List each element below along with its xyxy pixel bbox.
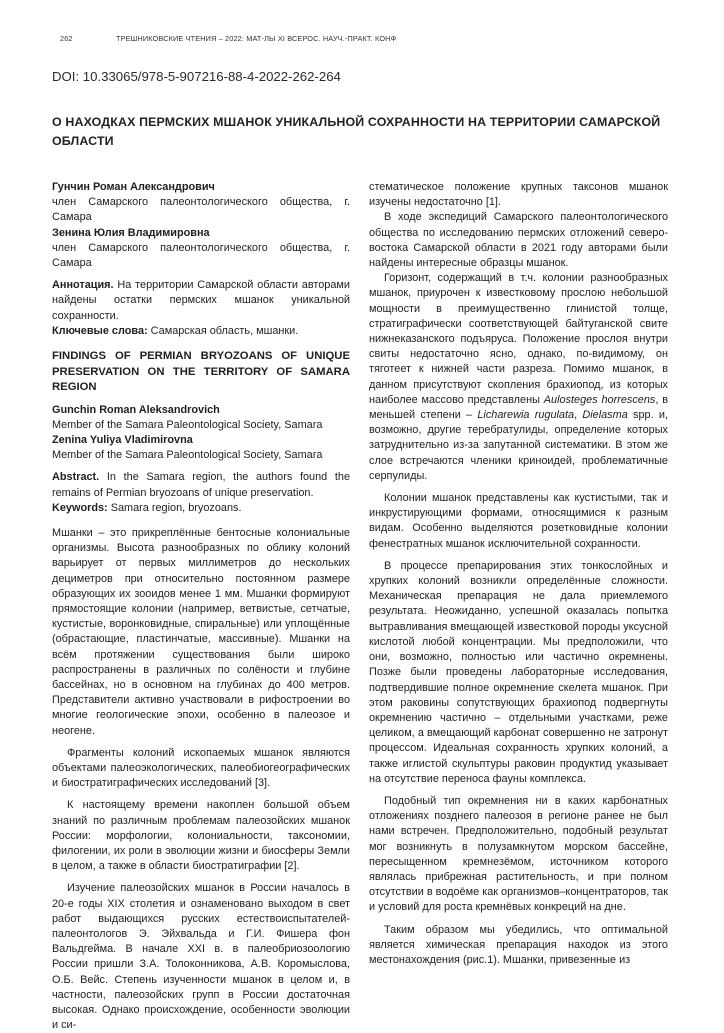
right-column bbox=[369, 180, 668, 968]
abstract-label-en: Abstract. bbox=[52, 471, 100, 484]
left-column bbox=[52, 180, 350, 1033]
author-affiliation: член Самарского палеонтологического общества, г. Самара bbox=[52, 241, 350, 270]
abstract-text: На территории Самарской области авторами найдены остатки пермских мшанок уникальной сохранности. bbox=[52, 279, 350, 322]
keywords-text-en: Samara region, bryozoans. bbox=[107, 501, 242, 514]
species-name: Aulosteges horrescens bbox=[543, 393, 656, 406]
page-number: 262 bbox=[60, 34, 73, 43]
keywords-label-en: Keywords: bbox=[52, 501, 108, 514]
author-name: Зенина Юлия Владимировна bbox=[52, 226, 210, 239]
body-paragraph: Фрагменты колоний ископаемых мшанок являются объектами палеоэкологических, палеобиогеографических и биостратиграфических исследований [3]. bbox=[52, 746, 350, 790]
running-header bbox=[60, 34, 664, 43]
abstract-ru bbox=[52, 278, 350, 324]
keywords-text: Самарская область, мшанки. bbox=[147, 324, 299, 337]
body-paragraph: стематическое положение крупных таксонов мшанок изучены недостаточно [1]. bbox=[369, 181, 668, 209]
abstract-en bbox=[52, 470, 350, 500]
abstract-text-en: In the Samara region, the authors found the remains of Permian bryozoans of unique preservation. bbox=[52, 471, 350, 499]
keywords-en bbox=[52, 501, 350, 516]
text-run: spp. и, возможно, другие теребратулиды, определение которых затруднительно из-за запутанной систематики. В этом же слое встречаются членики криноидей, проблематичные серпулиды. bbox=[369, 409, 668, 482]
author-name: Гунчин Роман Александрович bbox=[52, 181, 215, 193]
body-paragraph: К настоящему времени накоплен большой объем знаний по различным проблемам палеозойских мшанок России: морфологии, колониальности, таксономии, филогении, их роли в эволюции жизни и биосферы Земли в целом, а также в области биостратиграфии [2]. bbox=[52, 799, 350, 873]
keywords-ru bbox=[52, 324, 350, 339]
keywords-label: Ключевые слова: bbox=[52, 324, 148, 337]
author-name-en: Zenina Yuliya Vladimirovna bbox=[52, 433, 193, 446]
body-paragraph: В процессе препарирования этих тонкослойных и хрупких колоний возникли определённые сложности. Механическая препарация не дала приемлемого результата. Неожиданно, успешной оказалась попытка вытравливания вмещающей известковой породы уксусной кислотой любой концентрации. Мы предположили, что они, возможно, полностью или частично окремнены. Позже были проведены лабораторные исследования, подтвердившие полное окремнение скелета мшанок. При этом раковины сопутствующих брахиопод подвергнуты окремнению частично – отдельными участками, реже целиком, а вмещающий карбонат совершенно не затронут процессом. Идеальная сохранность хрупких колоний, а также иглистой скульптуры раковин продуктид указывает на отсутствие переноса фауны комплекса. bbox=[369, 559, 668, 785]
english-title: FINDINGS OF PERMIAN BRYOZOANS OF UNIQUE PRESERVATION ON THE TERRITORY OF SAMARA REGION bbox=[52, 350, 350, 394]
body-paragraph: Подобный тип окремнения ни в каких карбонатных отложениях позднего палеозоя в регионе ранее не был нами встречен. Предположительно, подобный результат мог возникнуть в полузамкнутом морском бассейне, пересыщенном кремнезёмом, источником которого являлась прибрежная растительность, и при полном отсутствии в водоёме как организмов–концентраторов, так и условий для роста кремнёвых конкреций на дне. bbox=[369, 794, 668, 914]
article-title: О НАХОДКАХ ПЕРМСКИХ МШАНОК УНИКАЛЬНОЙ СОХРАННОСТИ НА ТЕРРИТОРИИ САМАРСКОЙ ОБЛАСТИ bbox=[52, 115, 661, 148]
body-paragraph: Мшанки – это прикреплённые бентосные колониальные организмы. Высота разнообразных по облику колоний варьирует от первых миллиметров до нескольких дециметров при относительно постоянном размере образующих их зооидов менее 1 мм. Мшанки формируют прямостоящие колонии (например, ветвистые, сетчатые, кустистые, воронковидные, спиральные) или уплощённые (обрастающие, пластинчатые, массивные). Мшанки на всём протяжении существования были широко распространены в различных по солёности и глубине бассейнах, но в основном на глубинах до 400 метров. Представители активно участвовали в рифостроении во многие геологические эпохи, особенно в палеозое и неогене. bbox=[52, 526, 350, 737]
author-name-en: Gunchin Roman Aleksandrovich bbox=[52, 403, 220, 416]
author-affiliation-en: Member of the Samara Paleontological Society, Samara bbox=[52, 418, 323, 431]
author-affiliation-en: Member of the Samara Paleontological Society, Samara bbox=[52, 449, 323, 462]
text-run: , в меньшей степени – bbox=[369, 393, 668, 422]
genus-name: Dielasma bbox=[582, 409, 628, 422]
text-run: , bbox=[574, 409, 583, 422]
running-title: ТРЕШНИКОВСКИЕ ЧТЕНИЯ – 2022: МАТ-ЛЫ XI ВСЕРОС. НАУЧ.-ПРАКТ. КОНФ bbox=[116, 34, 397, 43]
body-paragraph bbox=[369, 271, 668, 484]
abstract-label: Аннотация. bbox=[52, 279, 114, 292]
species-name: Licharewia rugulata bbox=[477, 409, 575, 422]
body-paragraph: В ходе экспедиций Самарского палеонтологического общества по исследованию пермских отложений северо-востока Самарской области в 2021 году авторами были найдены интересные образцы мшанок. bbox=[369, 211, 668, 270]
author-affiliation: член Самарского палеонтологического общества, г. Самара bbox=[52, 196, 350, 224]
text-run: Горизонт, содержащий в т.ч. колонии разнообразных мшанок, приурочен к известковому прослою небольшой мощности в преимущественно глинистой толще, стратиграфически соответствующей байтуганской свите нижнеказанского подъяруса. Положение прослоя внутри свиты недостаточно ясно, однако, по-видимому, он тяготеет к нижней части разреза. Помимо мшанок, в данном присутствуют скопления брахиопод, из которых наиболее массово представлены bbox=[369, 272, 668, 406]
body-paragraph: Колонии мшанок представлены как кустистыми, так и инкрустирующими формами, относящимися к разным видам. Особенно выделяются розетковидные колонии фенестратных мшанок исключительной сохранности. bbox=[369, 492, 668, 550]
body-paragraph: Таким образом мы убедились, что оптимальной является химическая препарация находок из этого местонахождения (рис.1). Мшанки, привезенные из bbox=[369, 923, 668, 966]
doi-line[interactable]: DOI: 10.33065/978-5-907216-88-4-2022-262-264 bbox=[52, 69, 341, 84]
body-paragraph: Изучение палеозойских мшанок в России началось в 20-е годы XIX столетия и ознаменовано выходом в свет работ выдающихся русских естествоиспытателей-палеонтологов Э. Эйхвальда и Г.И. Фишера фон Вальдгейма. В начале XXI в. в палеобриозоологию России пришли З.А. Толоконникова, А.В. Коромыслова, О.Б. Вейс. Степень изученности мшанок в целом и, в частности, палеозойских групп в России достаточная высокая. Однако происхождение, особенности эволюции и си- bbox=[52, 882, 350, 1032]
